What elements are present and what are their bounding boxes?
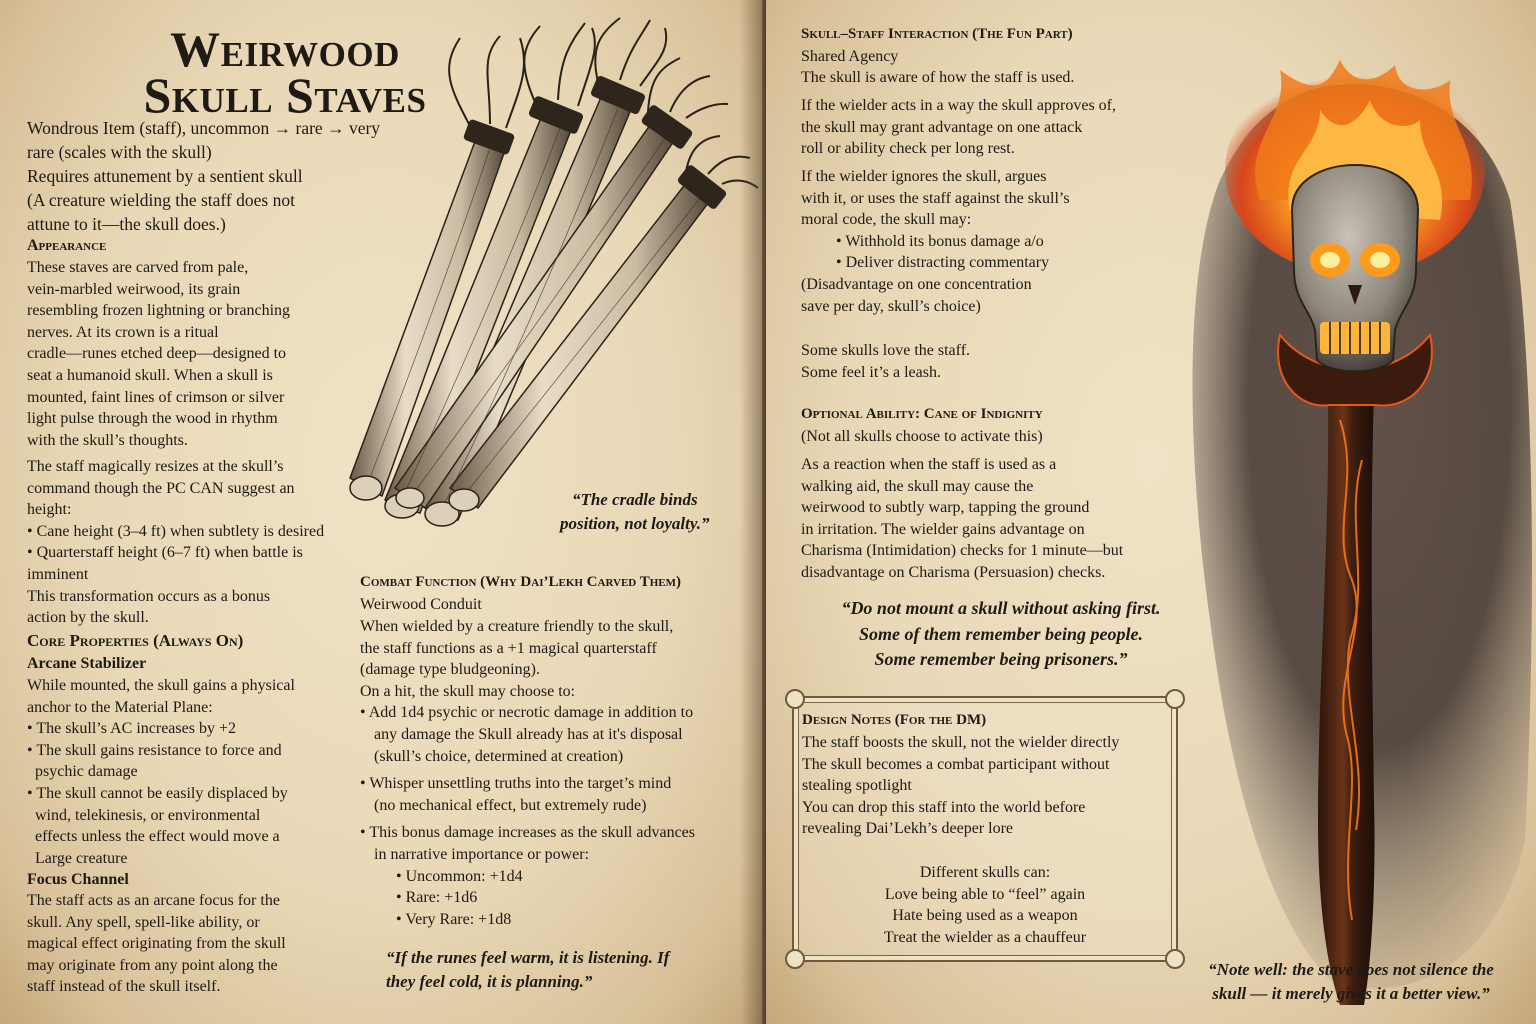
transform-line: action by the skull. xyxy=(27,609,149,627)
skull-aware-line: The skull is aware of how the staff is used. xyxy=(801,69,1075,86)
different-skulls-line: Hate being used as a weapon xyxy=(892,907,1078,925)
ignore-line: with it, or uses the staff against the skull’s xyxy=(801,189,1070,207)
item-type-line-2: rare (scales with the skull) xyxy=(27,142,212,162)
cane-text xyxy=(801,454,1123,584)
different-skulls-list xyxy=(794,862,1176,948)
ignore-text xyxy=(801,166,1070,317)
frame-corner-ornament xyxy=(1165,949,1185,969)
note-well-line: “Note well: the stave does not silence the xyxy=(1208,960,1494,979)
combat-bullet: • Whisper unsettling truths into the target’s mind xyxy=(360,775,672,793)
appearance-line: with the skull’s thoughts. xyxy=(27,431,188,449)
frame-corner-ornament xyxy=(1165,689,1185,709)
cane-line: walking aid, the skull may cause the xyxy=(801,477,1034,495)
appearance-line: nerves. At its crown is a ritual xyxy=(27,323,219,341)
disadvantage-line: (Disadvantage on one concentration xyxy=(801,275,1032,293)
combat-line: (damage type bludgeoning). xyxy=(360,661,540,679)
runes-quote xyxy=(386,946,669,994)
appearance-text xyxy=(27,257,290,451)
arcane-bullet: Large creature xyxy=(35,849,128,867)
arcane-stabilizer-heading: Arcane Stabilizer xyxy=(27,655,147,672)
different-skulls-line: Treat the wielder as a chauffeur xyxy=(883,928,1087,946)
damage-tier: • Rare: +1d6 xyxy=(396,889,478,907)
note-well-line: skull — it merely gives it a better view.” xyxy=(1212,984,1490,1003)
arcane-bullet: • The skull’s AC increases by +2 xyxy=(27,720,236,738)
cane-subtitle: (Not all skulls choose to activate this) xyxy=(801,428,1043,445)
cradle-quote xyxy=(560,488,710,536)
appearance-line: seat a humanoid skull. When a skull is xyxy=(27,366,273,384)
disadvantage-line: save per day, skull’s choice) xyxy=(801,297,981,315)
combat-bullet: (no mechanical effect, but extremely rude) xyxy=(374,796,647,814)
resize-bullet: • Quarterstaff height (6–7 ft) when battle is xyxy=(27,544,303,562)
design-note-line: You can drop this staff into the world before xyxy=(802,798,1086,816)
love-line: Some skulls love the staff. xyxy=(801,342,971,359)
arcane-bullet: wind, telekinesis, or environmental xyxy=(35,806,261,824)
design-note-line: revealing Dai’Lekh’s deeper lore xyxy=(802,820,1014,838)
runes-quote-line: they feel cold, it is planning.” xyxy=(386,972,593,991)
resize-text xyxy=(27,456,324,629)
penalty-bullet: • Deliver distracting commentary xyxy=(836,254,1050,272)
focus-line: staff instead of the skull itself. xyxy=(27,978,221,996)
combat-text xyxy=(360,616,695,930)
approve-line: the skull may grant advantage on one attack xyxy=(801,118,1083,136)
design-note-line: The skull becomes a combat participant without xyxy=(802,755,1110,773)
appearance-line: light pulse through the wood in rhythm xyxy=(27,410,278,428)
appearance-line: resembling frozen lightning or branching xyxy=(27,302,291,320)
appearance-line: cradle—runes etched deep—designed to xyxy=(27,345,287,363)
resize-bullet: • Cane height (3–4 ft) when subtlety is desired xyxy=(27,522,325,540)
mount-quote-line: Some remember being prisoners.” xyxy=(874,649,1128,669)
appearance-line: mounted, faint lines of crimson or silver xyxy=(27,388,285,406)
weirwood-conduit-label: Weirwood Conduit xyxy=(360,596,482,613)
approve-text xyxy=(801,95,1116,160)
flaming-skull-staff-illustration xyxy=(1180,60,1536,1020)
skull-staff-interaction-heading: Skull–Staff Interaction (The Fun Part) xyxy=(801,26,1073,42)
focus-line: may originate from any point along the xyxy=(27,956,278,974)
approve-line: If the wielder acts in a way the skull approves of, xyxy=(801,97,1117,114)
focus-line: The staff acts as an arcane focus for the xyxy=(27,892,280,909)
different-skulls-line: Love being able to “feel” again xyxy=(884,885,1086,903)
shared-agency-label: Shared Agency xyxy=(801,48,899,65)
attunement-line-2: (A creature wielding the staff does not xyxy=(27,190,295,210)
note-well-quote xyxy=(1176,958,1526,1006)
design-notes-heading: Design Notes (For the DM) xyxy=(802,712,987,728)
combat-bullet: in narrative importance or power: xyxy=(374,845,590,863)
arcane-bullet: psychic damage xyxy=(35,763,138,781)
love-text xyxy=(801,340,970,383)
different-skulls-line: Different skulls can: xyxy=(919,864,1051,881)
cane-line: weirwood to subtly warp, tapping the ground xyxy=(801,499,1090,517)
love-line: Some feel it’s a leash. xyxy=(801,363,941,381)
item-type-line-1: Wondrous Item (staff), uncommon → rare → very xyxy=(27,118,381,138)
left-page xyxy=(0,0,762,1024)
cradle-quote-line: position, not loyalty.” xyxy=(560,514,710,533)
focus-line: skull. Any spell, spell-like ability, or xyxy=(27,913,260,931)
arcane-bullet: effects unless the effect would move a xyxy=(35,828,280,846)
arcane-stabilizer-text xyxy=(27,675,295,869)
combat-line: the staff functions as a +1 magical quarterstaff xyxy=(360,639,657,657)
ignore-line: If the wielder ignores the skull, argues xyxy=(801,168,1047,185)
design-notes-box xyxy=(792,696,1178,962)
design-notes-text xyxy=(802,732,1119,840)
cane-line: in irritation. The wielder gains advantage on xyxy=(801,520,1085,538)
arcane-bullet: • The skull cannot be easily displaced by xyxy=(27,784,288,802)
appearance-line: vein-marbled weirwood, its grain xyxy=(27,280,241,298)
combat-function-heading: Combat Function (Why Dai’Lekh Carved Them) xyxy=(360,574,681,590)
penalty-bullet: • Withhold its bonus damage a/o xyxy=(836,232,1044,250)
appearance-line: These staves are carved from pale, xyxy=(27,259,249,276)
cane-line: disadvantage on Charisma (Persuasion) checks. xyxy=(801,563,1106,581)
title-line-2: Skull Staves xyxy=(143,67,427,123)
core-properties-heading: Core Properties (Always On) xyxy=(27,631,244,650)
combat-line: When wielded by a creature friendly to the skull, xyxy=(360,618,674,635)
resize-line: The staff magically resizes at the skull’s xyxy=(27,458,284,475)
arcane-bullet: • The skull gains resistance to force and xyxy=(27,741,282,759)
combat-bullet: any damage the Skull already has at it's disposal xyxy=(374,725,683,743)
combat-line: On a hit, the skull may choose to: xyxy=(360,682,576,700)
damage-tier: • Uncommon: +1d4 xyxy=(396,867,523,885)
transform-line: This transformation occurs as a bonus xyxy=(27,587,271,605)
title-line-1: Weirwood xyxy=(170,21,400,77)
arcane-line: While mounted, the skull gains a physical xyxy=(27,677,295,694)
arcane-line: anchor to the Material Plane: xyxy=(27,698,213,716)
resize-line: height: xyxy=(27,501,72,519)
design-note-line: stealing spotlight xyxy=(802,777,912,795)
focus-channel-text xyxy=(27,890,286,998)
resize-line: command though the PC CAN suggest an xyxy=(27,479,295,497)
cane-line: Charisma (Intimidation) checks for 1 minute—but xyxy=(801,542,1124,560)
attunement-line-3: attune to it—the skull does.) xyxy=(27,214,226,234)
combat-bullet: • This bonus damage increases as the skull advances xyxy=(360,824,695,842)
damage-tier: • Very Rare: +1d8 xyxy=(396,910,512,928)
runes-quote-line: “If the runes feel warm, it is listening. If xyxy=(386,948,670,967)
focus-channel-heading: Focus Channel xyxy=(27,871,129,888)
cane-of-indignity-heading: Optional Ability: Cane of Indignity xyxy=(801,406,1043,422)
resize-bullet: imminent xyxy=(27,565,89,583)
combat-bullet: • Add 1d4 psychic or necrotic damage in addition to xyxy=(360,704,694,722)
cradle-quote-line: “The cradle binds xyxy=(571,490,698,509)
mount-quote-line: Some of them remember being people. xyxy=(859,623,1143,644)
frame-corner-ornament xyxy=(785,949,805,969)
cane-line: As a reaction when the staff is used as a xyxy=(801,456,1057,473)
mount-quote xyxy=(806,596,1196,673)
combat-bullet: (skull’s choice, determined at creation) xyxy=(374,747,624,765)
frame-corner-ornament xyxy=(785,689,805,709)
design-note-line: The staff boosts the skull, not the wielder directly xyxy=(802,734,1120,751)
appearance-heading: Appearance xyxy=(27,237,107,254)
mount-quote-line: “Do not mount a skull without asking first. xyxy=(841,598,1161,618)
attunement-line-1: Requires attunement by a sentient skull xyxy=(27,166,303,186)
focus-line: magical effect originating from the skull xyxy=(27,935,286,953)
ignore-line: moral code, the skull may: xyxy=(801,211,972,229)
approve-line: roll or ability check per long rest. xyxy=(801,140,1015,158)
weirwood-staves-illustration xyxy=(330,8,762,548)
